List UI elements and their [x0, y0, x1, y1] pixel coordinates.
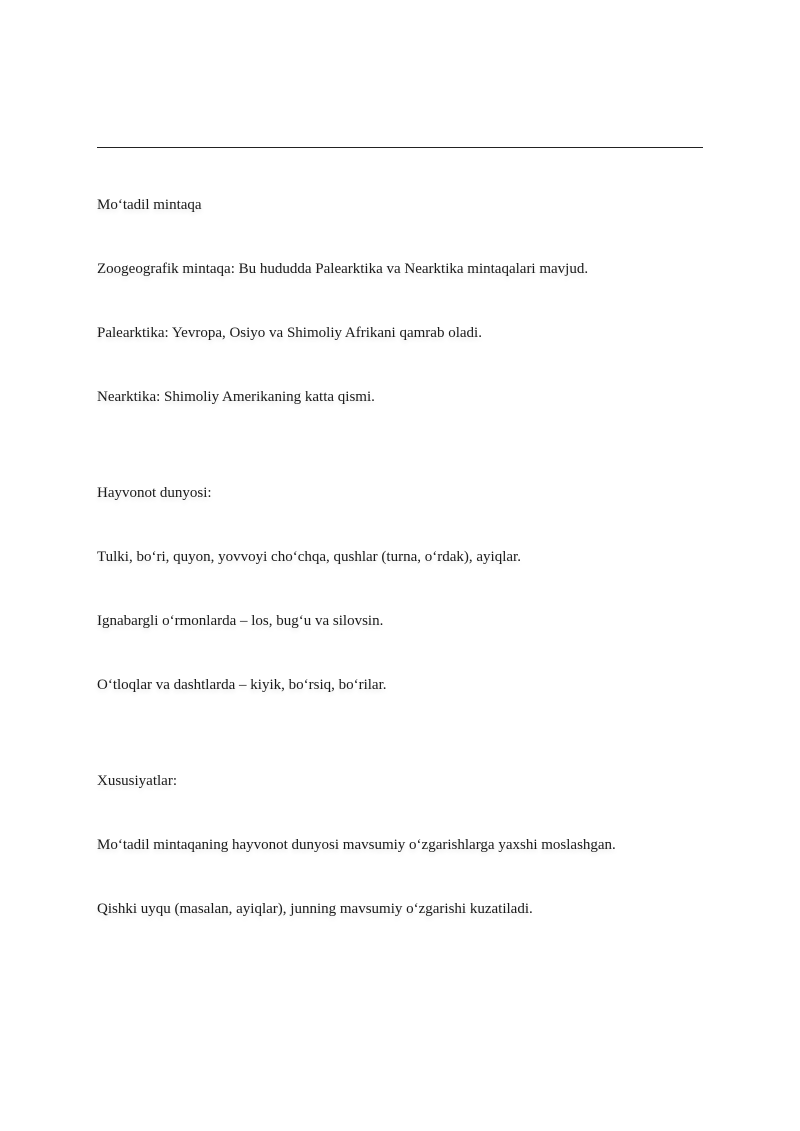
paragraph-seasonal-adaptation: Mo‘tadil mintaqaning hayvonot dunyosi mavsumiy o‘zgarishlarga yaxshi moslashgan. [97, 837, 616, 853]
paragraph-meadows-steppes: O‘tloqlar va dashtlarda – kiyik, bo‘rsiq, bo‘rilar. [97, 677, 387, 693]
horizontal-rule [97, 147, 703, 148]
paragraph-palearctic: Palearktika: Yevropa, Osiyo va Shimoliy Afrikani qamrab oladi. [97, 325, 482, 341]
section-title-fauna: Hayvonot dunyosi: [97, 485, 212, 501]
paragraph-nearctic: Nearktika: Shimoliy Amerikaning katta qismi. [97, 389, 375, 405]
paragraph-hibernation: Qishki uyqu (masalan, ayiqlar), junning mavsumiy o‘zgarishi kuzatiladi. [97, 901, 533, 917]
paragraph-zoogeographic-zone: Zoogeografik mintaqa: Bu hududda Palearktika va Nearktika mintaqalari mavjud. [97, 261, 589, 277]
section-title-features: Xususiyatlar: [97, 773, 177, 789]
paragraph-fauna-list: Tulki, bo‘rі, quyon, yovvoyi cho‘chqa, qushlar (turna, o‘rdak), ayiqlar. [97, 549, 521, 565]
paragraph-coniferous-forests: Ignabargli o‘rmonlarda – los, bug‘u va silovsin. [97, 613, 384, 629]
section-title-temperate-zone: Mo‘tadil mintaqa [97, 197, 202, 213]
